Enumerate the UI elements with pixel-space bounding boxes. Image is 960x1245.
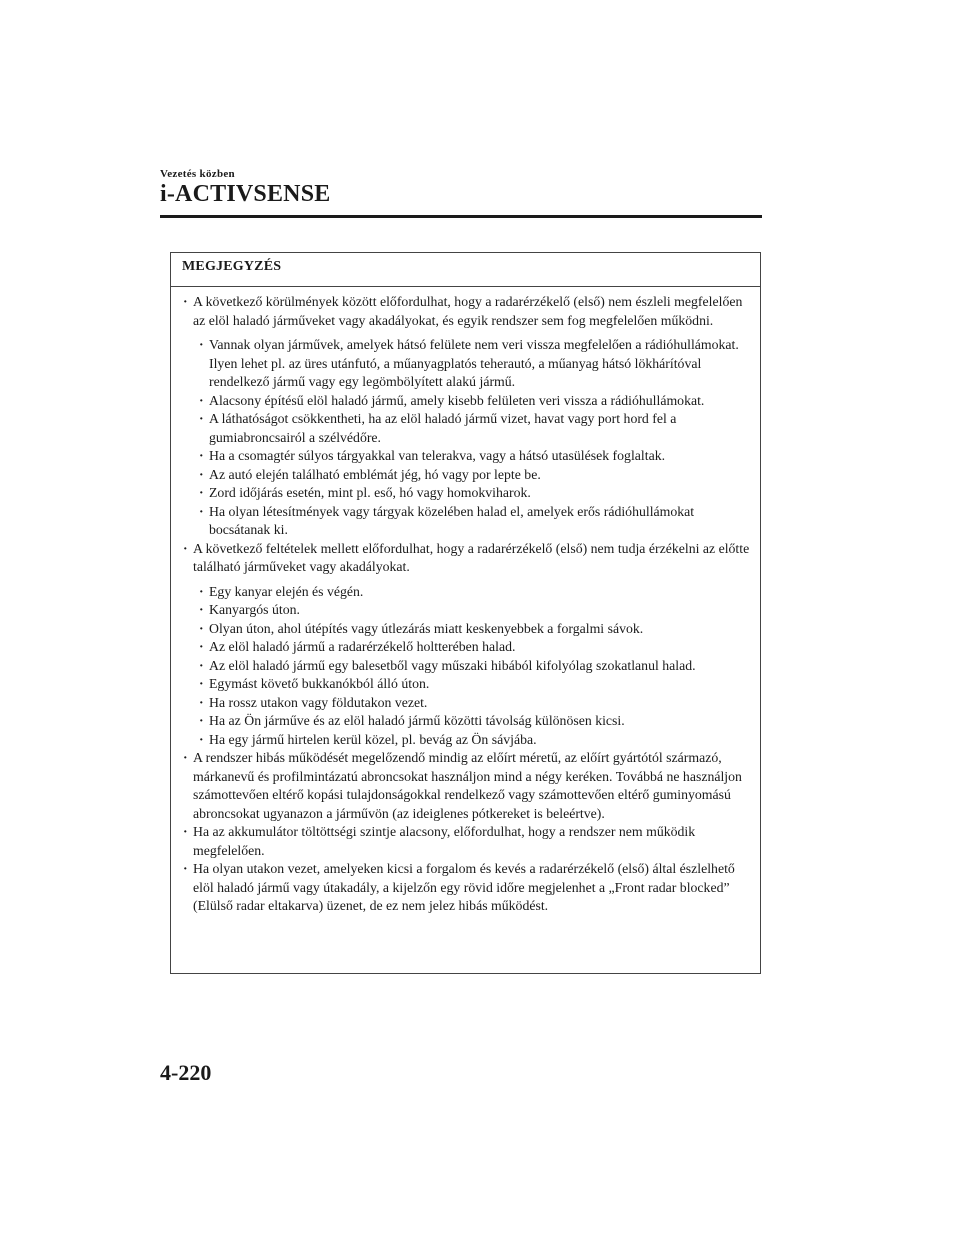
list-item: · Alacsony építésű elöl haladó jármű, amely kisebb felületen veri vissza a rádióhullámokat. (199, 392, 752, 411)
list-item: · Egy kanyar elején és végén. (199, 583, 752, 602)
list-item: · Ha az akkumulátor töltöttségi szintje alacsony, előfordulhat, hogy a rendszer nem működik megfelelően. (183, 823, 752, 860)
list-item: · Ha a csomagtér súlyos tárgyakkal van telerakva, vagy a hátsó utasülések foglaltak. (199, 447, 752, 466)
list-item: · Vannak olyan járművek, amelyek hátsó felülete nem veri vissza megfelelően a rádióhullámokat. Ilyen lehet pl. az üres utánfutó, a műanyagplatós teherautó, a műanyag hátsó lökhárítóval rendelkező jármű vagy egy legömbölyített alakú jármű. (199, 336, 752, 392)
list-item: · Az elöl haladó jármű egy balesetből vagy műszaki hibából kifolyólag szokatlanul halad. (199, 657, 752, 676)
list-item: · A rendszer hibás működését megelőzendő mindig az előírt méretű, az előírt gyártótól származó, márkanevű és profilmintázatú abroncsokat használjon mind a négy keréken. Továbbá ne használjon számottevően eltérő kopási tulajdonságokkal rendelkező vagy számottevően eltérő guminyomású abroncsokat ugyanazon a járművön (az ideiglenes pótkereket is beleértve). (183, 749, 752, 823)
list-item: · Ha olyan létesítmények vagy tárgyak közelében halad el, amelyek erős rádióhullámokat bocsátanak ki. (199, 503, 752, 540)
list-item: · Kanyargós úton. (199, 601, 752, 620)
title-rule (160, 215, 762, 218)
list-item: · A láthatóságot csökkentheti, ha az elöl haladó jármű vizet, havat vagy port hord fel a gumiabroncsairól a szélvédőre. (199, 410, 752, 447)
sub-list (183, 336, 752, 540)
section-label: Vezetés közben (160, 168, 235, 180)
list-item: · Az autó elején található emblémát jég, hó vagy por lepte be. (199, 466, 752, 485)
list-item: · Az elöl haladó jármű a radarérzékelő holtterében halad. (199, 638, 752, 657)
page-number: 4-220 (160, 1060, 212, 1085)
list-item: · Ha olyan utakon vezet, amelyeken kicsi a forgalom és kevés a radarérzékelő (első) által észlelhető elöl haladó jármű vagy útakadály, a kijelzőn egy rövid időre megjelenhet a „Front radar blocked” (Elülső radar eltakarva) üzenet, de ez nem jelez hibás működést. (183, 860, 752, 916)
list-item: · A következő körülmények között előfordulhat, hogy a radarérzékelő (első) nem észleli megfelelően az elöl haladó járműveket vagy akadályokat, és egyik rendszer sem fog megfelelően működni. (183, 293, 752, 330)
list-item: · Ha egy jármű hirtelen kerül közel, pl. bevág az Ön sávjába. (199, 731, 752, 750)
list-item: · Ha az Ön járműve és az elöl haladó jármű közötti távolság különösen kicsi. (199, 712, 752, 731)
note-body (171, 287, 760, 916)
page-title: i-ACTIVSENSE (160, 181, 331, 207)
note-box (170, 252, 761, 974)
note-heading: MEGJEGYZÉS (171, 253, 760, 287)
list-item: · Zord időjárás esetén, mint pl. eső, hó vagy homokviharok. (199, 484, 752, 503)
list-item: · A következő feltételek mellett előfordulhat, hogy a radarérzékelő (első) nem tudja érzékelni az előtte található járműveket vagy akadályokat. (183, 540, 752, 577)
list-item: · Olyan úton, ahol útépítés vagy útlezárás miatt keskenyebbek a forgalmi sávok. (199, 620, 752, 639)
sub-list (183, 583, 752, 750)
list-item: · Egymást követő bukkanókból álló úton. (199, 675, 752, 694)
list-item: · Ha rossz utakon vagy földutakon vezet. (199, 694, 752, 713)
